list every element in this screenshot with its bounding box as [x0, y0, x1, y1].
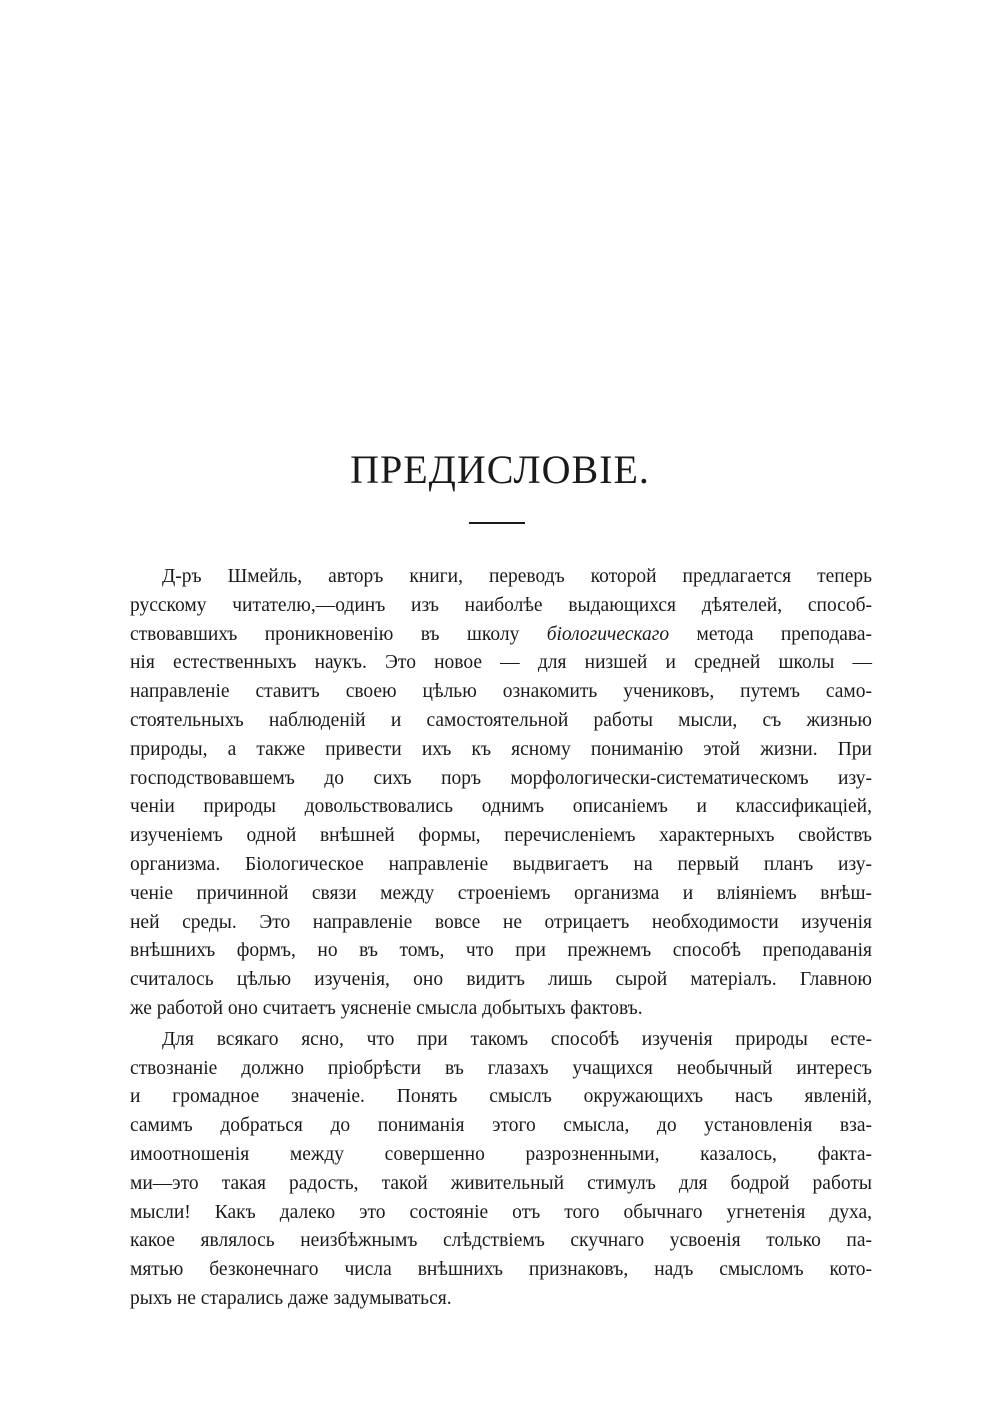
text-line: Д-ръ Шмейль, авторъ книги, переводъ которой предлагается теперь [162, 566, 872, 587]
text-line: Для всякаго ясно, что при такомъ способѣ изученiя природы есте- [162, 1028, 872, 1050]
page-title: ПРЕДИСЛОВIЕ. [350, 447, 650, 492]
text-line: природы, а также привести ихъ къ ясному пониманiю этой жизни. При [130, 738, 872, 760]
text-line: ствовавшихъ проникновенiю въ школу бiологическаго метода преподава- [130, 623, 872, 645]
text-line: ченiи природы довольствовались однимъ описанiемъ и классификацiей, [130, 796, 872, 818]
emphasis-text: бiологическаго [546, 623, 670, 645]
text-line: считалось цѣлью изученiя, оно видитъ лишь сырой матерiалъ. Главною [130, 969, 872, 991]
paragraph-2 [130, 1026, 872, 1314]
title-divider [469, 522, 525, 524]
text-line: внѣшнихъ формъ, но въ томъ, что при прежнемъ способѣ преподаванiя [130, 940, 872, 962]
text-line: ней среды. Это направленiе вовсе не отрицаетъ необходимости изученiя [130, 911, 872, 933]
text-line: нiя естественныхъ наукъ. Это новое — для низшей и средней школы — [130, 652, 872, 674]
text-line: изученiемъ одной внѣшней формы, перечисленiемъ характерныхъ свойствъ [130, 825, 872, 847]
paragraph-1 [130, 563, 872, 1024]
text-line: мысли! Какъ далеко это состоянiе отъ того обычнаго угнетенiя духа, [130, 1201, 872, 1223]
text-line: ми—это такая радость, такой живительный стимулъ для бодрой работы [130, 1172, 872, 1194]
text-line: и громадное значенiе. Понять смыслъ окружающихъ насъ явленiй, [130, 1086, 872, 1108]
text-line: ченiе причинной связи между строенiемъ организма и влiянiемъ внѣш- [130, 882, 872, 904]
text-line: направленiе ставитъ своею цѣлью ознакомить учениковъ, путемъ само- [130, 681, 872, 703]
text-line: имоотношенiя между совершенно разрозненными, казалось, факта- [130, 1143, 872, 1165]
text-line: организма. Бiологическое направленiе выдвигаетъ на первый планъ изу- [130, 853, 872, 875]
text-line: русскому читателю,—одинъ изъ наиболѣе выдающихся дѣятелей, способ- [130, 594, 872, 616]
text-line: мятью безконечнаго числа внѣшнихъ признаковъ, надъ смысломъ кото- [130, 1259, 872, 1281]
text-line: рыхъ не старались даже задумываться. [130, 1287, 452, 1309]
text-line: стоятельныхъ наблюденiй и самостоятельной работы мысли, съ жизнью [130, 709, 872, 731]
text-line: самимъ добраться до пониманiя этого смысла, до установленiя вза- [130, 1115, 872, 1137]
text-line: ствознанiе должно прiобрѣсти въ глазахъ учащихся необычный интересъ [130, 1057, 872, 1079]
preface-body [130, 563, 872, 1314]
text-line: какое являлось неизбѣжнымъ слѣдствiемъ скучнаго усвоенiя только па- [130, 1230, 872, 1252]
text-line: господствовавшемъ до сихъ поръ морфологически-систематическомъ изу- [130, 767, 872, 789]
text-line: же работой оно считаетъ уясненiе смысла добытыхъ фактовъ. [130, 997, 643, 1019]
